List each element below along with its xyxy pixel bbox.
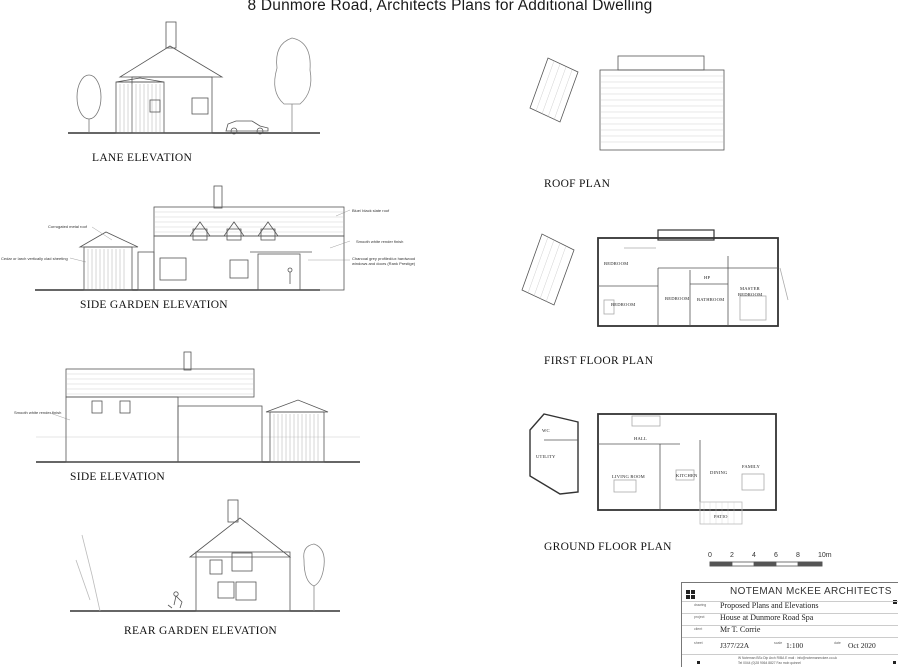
row-value: Mr T. Corrie	[720, 625, 761, 634]
sheet-number: J377/22A	[720, 641, 750, 650]
title-row-sheet	[682, 637, 898, 655]
render-finish-note: Smooth white render finish	[356, 239, 404, 244]
title-row-client	[682, 625, 898, 636]
row-key: project	[694, 615, 705, 619]
room-patio: PATIO	[714, 514, 728, 519]
page-title: 8 Dunmore Road, Architects Plans for Additional Dwelling	[247, 0, 653, 14]
first-floor-plan-label: FIRST FLOOR PLAN	[544, 355, 654, 367]
roof-plan-label: ROOF PLAN	[544, 178, 611, 190]
room-hp: HP	[704, 275, 711, 280]
side-garden-elevation-label: SIDE GARDEN ELEVATION	[80, 299, 228, 311]
scale-8: 8	[796, 552, 800, 559]
sheet-key: sheet	[694, 641, 703, 645]
firm-name: NOTEMAN McKEE ARCHITECTS	[730, 586, 892, 597]
title-row-drawing	[682, 601, 898, 612]
room-family: FAMILY	[742, 464, 761, 469]
room-bedroom-2: BEDROOM	[611, 302, 636, 307]
date-key: date	[834, 641, 841, 645]
scale-0: 0	[708, 552, 712, 559]
roof-plan-drawing	[530, 56, 724, 150]
room-master-1: MASTER	[740, 286, 760, 291]
side-garden-elevation-drawing	[35, 186, 350, 290]
rear-garden-elevation-label: REAR GARDEN ELEVATION	[124, 625, 278, 637]
scale-value: 1:100	[786, 641, 804, 650]
scale-10m: 10m	[818, 552, 832, 559]
lane-elevation-label: LANE ELEVATION	[92, 152, 193, 164]
first-floor-plan-drawing	[522, 230, 788, 326]
room-kitchen: KITCHEN	[676, 473, 698, 478]
rear-garden-elevation-drawing	[70, 500, 340, 611]
address-line-1: W Noteman BSc Dip Arch RIBA E mail : info@notemanmckee.co.uk	[738, 656, 837, 660]
row-key: client	[694, 627, 703, 631]
room-bathroom: BATHROOM	[697, 297, 725, 302]
side-elevation-label: SIDE ELEVATION	[70, 471, 166, 483]
slate-roof-note: Blue/ black slate roof	[352, 208, 390, 213]
scale-bar-graphic	[710, 562, 822, 566]
room-utility: UTILITY	[536, 454, 556, 459]
scale-2: 2	[730, 552, 734, 559]
title-block	[681, 582, 898, 667]
room-bedroom-3: BEDROOM	[665, 296, 690, 301]
scale-4: 4	[752, 552, 756, 559]
windows-note: Charcoal grey profiled/ux hardwood windows and doors (Rank Prestige)	[352, 256, 416, 266]
room-dining: DINING	[710, 470, 728, 475]
room-wc: WC	[542, 428, 550, 433]
scale-6: 6	[774, 552, 778, 559]
date-value: Oct 2020	[848, 641, 876, 650]
corrugated-roof-note: Corrugated metal roof	[48, 224, 87, 229]
render-finish-side-note: Smooth white render finish	[14, 410, 62, 415]
scale-key: scale	[774, 641, 783, 645]
cedar-cladding-note: Cedar or larch vertically clad sheeting	[1, 256, 68, 261]
room-master-2: BEDROOM	[738, 292, 763, 297]
side-elevation-drawing	[36, 352, 360, 462]
ground-floor-plan-drawing	[530, 414, 776, 524]
row-value: Proposed Plans and Elevations	[720, 601, 819, 610]
room-living: LIVING ROOM	[612, 474, 645, 479]
room-hall: HALL	[634, 436, 648, 441]
row-value: House at Dunmore Road Spa	[720, 613, 814, 622]
row-key: drawing	[694, 603, 707, 607]
room-bedroom-1: BEDROOM	[604, 261, 629, 266]
title-row-project	[682, 613, 898, 624]
address-line-2: Tel 0044 (0)28 9064 8827 Fax mob quinnel	[738, 661, 801, 665]
ground-floor-plan-label: GROUND FLOOR PLAN	[544, 541, 672, 553]
lane-elevation-drawing	[68, 22, 320, 134]
